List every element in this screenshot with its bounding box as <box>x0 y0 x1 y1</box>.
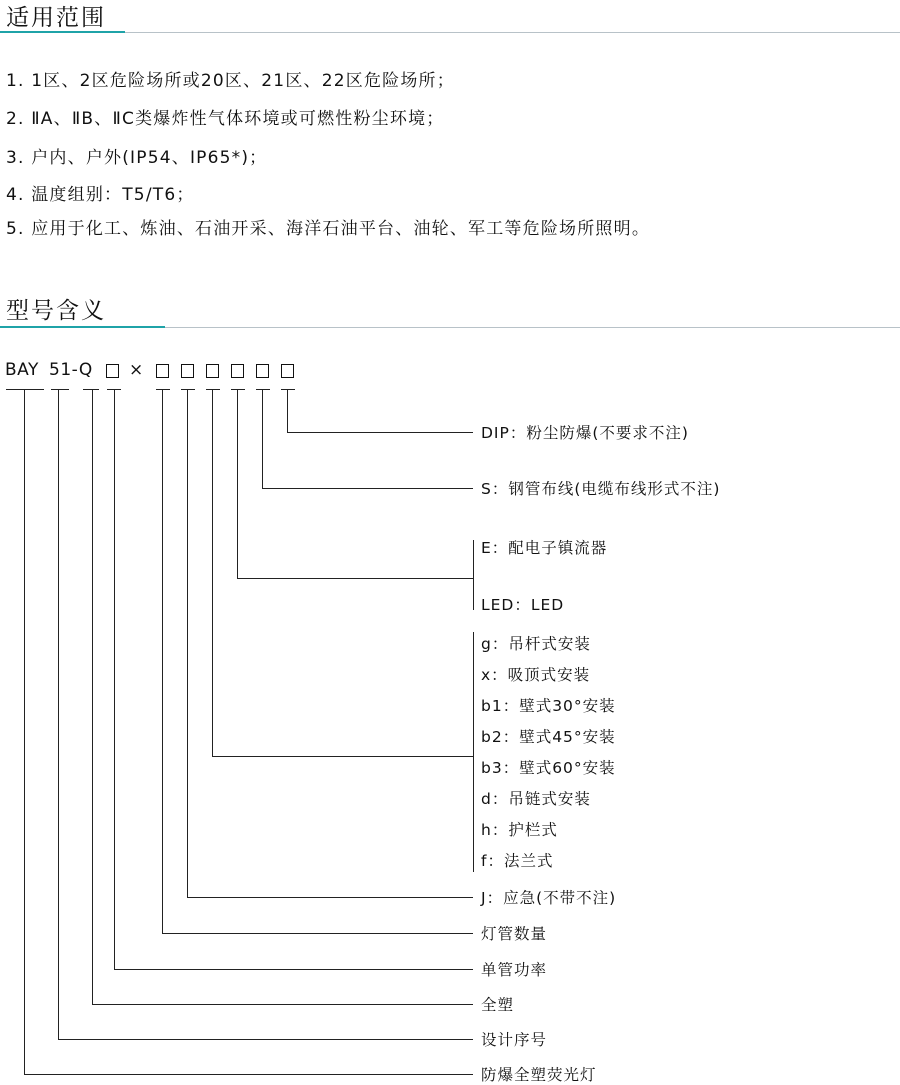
underline-q <box>83 389 99 390</box>
label-e: E：配电子镇流器 <box>481 539 608 557</box>
connector-s-v <box>262 389 263 488</box>
label-mount-d: d：吊链式安装 <box>481 790 591 808</box>
scope-item-4: 4. 温度组别：T5/T6； <box>6 185 195 205</box>
label-mount-b3: b3：壁式60°安装 <box>481 759 616 777</box>
underline-ballast <box>231 389 245 390</box>
label-lamp-count: 灯管数量 <box>481 925 548 943</box>
connector-power-v <box>114 389 115 969</box>
bracket-ballast <box>473 540 474 610</box>
scope-divider <box>0 32 900 33</box>
connector-design-v <box>58 389 59 1039</box>
connector-j-v <box>187 389 188 897</box>
placeholder-box-dust <box>281 364 294 378</box>
connector-j-h <box>187 897 473 898</box>
model-code-times: × <box>129 360 144 380</box>
label-dip: DIP：粉尘防爆(不要求不注) <box>481 424 689 442</box>
scope-item-1: 1. 1区、2区危险场所或20区、21区、22区危险场所； <box>6 71 455 91</box>
placeholder-box-emergency <box>181 364 194 378</box>
model-code-number: 51-Q <box>49 360 93 380</box>
label-design-no: 设计序号 <box>481 1031 548 1049</box>
model-divider-accent <box>0 326 165 328</box>
connector-power-h <box>114 969 473 970</box>
underline-mounting <box>206 389 220 390</box>
label-s: S：钢管布线(电缆布线形式不注) <box>481 480 721 498</box>
label-mount-b2: b2：壁式45°安装 <box>481 728 616 746</box>
connector-plastic-v <box>92 389 93 1004</box>
label-mount-h: h：护栏式 <box>481 821 558 839</box>
label-plastic: 全塑 <box>481 996 515 1014</box>
label-mount-g: g：吊杆式安装 <box>481 635 591 653</box>
placeholder-box-wiring <box>256 364 269 378</box>
label-j: J：应急(不带不注) <box>481 889 617 907</box>
connector-mounting-v <box>212 389 213 756</box>
connector-dip-v <box>287 389 288 432</box>
underline-wiring <box>256 389 270 390</box>
connector-ballast-h <box>237 578 473 579</box>
connector-ballast-v <box>237 389 238 578</box>
scope-divider-accent <box>0 31 125 33</box>
placeholder-box-ballast <box>231 364 244 378</box>
connector-mounting-h <box>212 756 473 757</box>
connector-dip-h <box>287 432 473 433</box>
label-mount-x: x：吸顶式安装 <box>481 666 591 684</box>
scope-item-3: 3. 户内、户外(IP54、IP65*)； <box>6 148 268 168</box>
label-tube-power: 单管功率 <box>481 961 548 979</box>
connector-count-h <box>162 933 473 934</box>
connector-product-h <box>24 1074 473 1075</box>
underline-bay <box>6 389 44 390</box>
underline-emergency <box>181 389 195 390</box>
placeholder-box-power <box>106 364 119 378</box>
connector-s-h <box>262 488 473 489</box>
underline-dust <box>281 389 295 390</box>
scope-item-5: 5. 应用于化工、炼油、石油开采、海洋石油平台、油轮、军工等危险场所照明。 <box>6 219 651 239</box>
model-code-prefix: BAY <box>5 360 39 380</box>
connector-count-v <box>162 389 163 933</box>
label-product: 防爆全塑荧光灯 <box>481 1066 597 1084</box>
scope-item-2: 2. ⅡA、ⅡB、ⅡC类爆炸性气体环境或可燃性粉尘环境； <box>6 109 445 129</box>
model-title: 型号含义 <box>6 298 106 324</box>
connector-product-v <box>24 389 25 1074</box>
scope-title: 适用范围 <box>6 5 106 31</box>
underline-51 <box>51 389 69 390</box>
label-mount-f: f：法兰式 <box>481 852 554 870</box>
placeholder-box-mounting <box>206 364 219 378</box>
connector-plastic-h <box>92 1004 473 1005</box>
label-mount-b1: b1：壁式30°安装 <box>481 697 616 715</box>
connector-design-h <box>58 1039 473 1040</box>
bracket-mounting <box>473 632 474 872</box>
underline-count <box>156 389 170 390</box>
label-led: LED：LED <box>481 596 565 614</box>
placeholder-box-count <box>156 364 169 378</box>
